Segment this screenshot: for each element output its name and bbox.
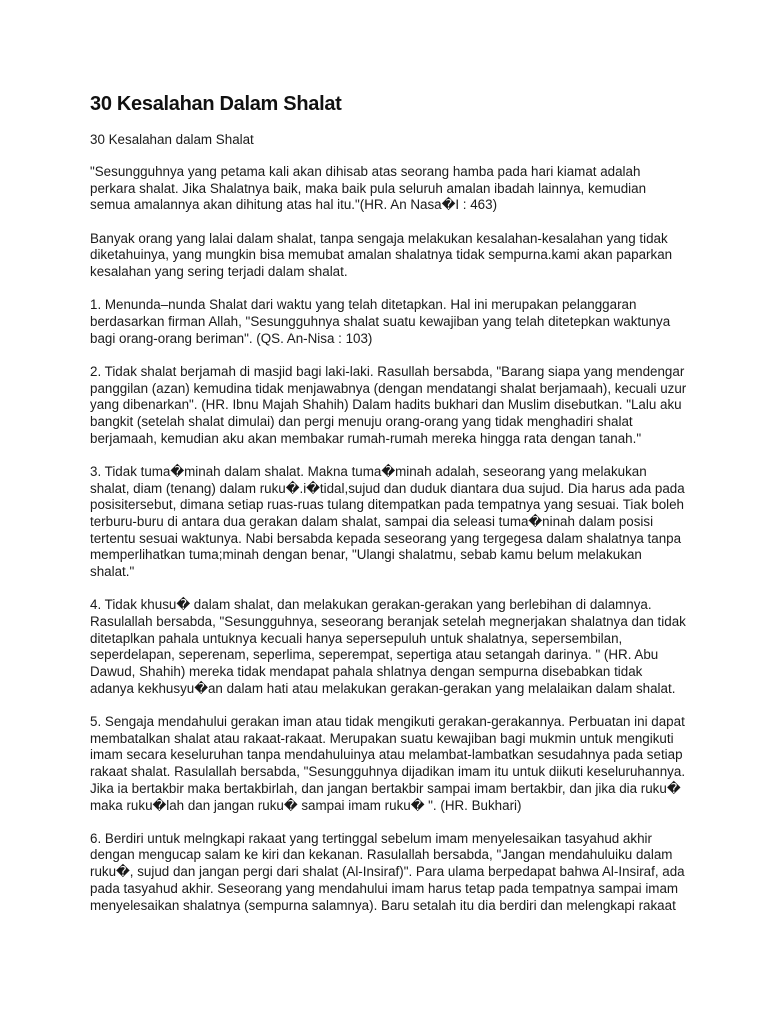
text-line: 2. Tidak shalat berjamah di masjid bagi laki-laki. Rasullah bersabda, "Barang siapa yang mendengar bbox=[90, 363, 685, 379]
text-line: posisitersebut, dimana setiap ruas-ruas tulang ditempatkan pada tempatnya yang sesuai. Tiak boleh bbox=[90, 497, 685, 513]
text-line: pada tasyahud akhir. Seseorang yang mendahului imam harus tetap pada tempatnya sampai imam bbox=[90, 880, 679, 896]
paragraph bbox=[90, 364, 690, 448]
paragraph bbox=[90, 597, 690, 697]
text-line: bangkit (setelah shalat dimulai) dan pergi menuju orang-orang yang tidak menghadiri shalat bbox=[90, 413, 633, 429]
text-line: memperlihatkan tuma;minah dengan benar, "Ulangi shalatmu, sebab kamu belum melakukan bbox=[90, 547, 642, 563]
text-line: maka ruku�lah dan jangan ruku� sampai imam ruku� ". (HR. Bukhari) bbox=[90, 797, 522, 813]
text-line: 5. Sengaja mendahului gerakan iman atau tidak mengikuti gerakan-gerakannya. Perbuatan ini dapat bbox=[90, 713, 685, 729]
paragraph bbox=[90, 831, 690, 915]
text-line: diketahuinya, yang mungkin bisa memubat amalan shalatnya tidak sempurna.kami akan paparkan bbox=[90, 247, 673, 263]
text-line: 1. Menunda–nunda Shalat dari waktu yang telah ditetapkan. Hal ini merupakan pelanggaran bbox=[90, 297, 637, 313]
text-line: bagi orang-orang beriman". (QS. An-Nisa : 103) bbox=[90, 330, 373, 346]
paragraph bbox=[90, 297, 690, 347]
paragraph bbox=[90, 464, 690, 581]
text-line: Jika ia bertakbir maka bertakbirlah, dan jangan bertakbir sampai imam bertakbir, dan jika dia ruku� bbox=[90, 780, 681, 796]
text-line: "Sesungguhnya yang petama kali akan dihisab atas seorang hamba pada hari kiamat adalah bbox=[90, 164, 641, 179]
text-line: shalat, diam (tenang) dalam ruku�.i�tidal,sujud dan duduk diantara dua sujud. Dia harus ada pada bbox=[90, 480, 685, 496]
text-line: ditetaplkan pahala untuknya kecuali hanya sepersepuluh untuk shalatnya, sepersembilan, bbox=[90, 630, 623, 646]
page-subtitle: 30 Kesalahan dalam Shalat bbox=[90, 132, 254, 147]
page-title: 30 Kesalahan Dalam Shalat bbox=[90, 93, 342, 115]
text-line: dengan mengucap salam ke kiri dan kekanan. Rasulallah bersabda, "Jangan mendahuluiku dalam bbox=[90, 847, 673, 863]
text-line: 3. Tidak tuma�minah dalam shalat. Makna tuma�minah adalah, seseorang yang melakukan bbox=[90, 463, 647, 479]
text-line: adanya kekhusyu�an dalam hati atau melakukan gerakan-gerakan yang melalaikan dalam shalat. bbox=[90, 680, 676, 696]
text-line: yang dibenarkan". (HR. Ibnu Majah Shahih) Dalam hadits bukhari dan Muslim disebutkan. "Lalu aku bbox=[90, 397, 682, 413]
paragraph bbox=[90, 164, 690, 214]
paragraph bbox=[90, 231, 690, 281]
text-line: semua amalannya akan dihitung atas hal itu."(HR. An Nasa�I : 463) bbox=[90, 197, 498, 213]
text-line: berjamaah, kemudian aku akan membakar rumah-rumah mereka hingga rata dengan tanah." bbox=[90, 430, 642, 446]
text-line: tertentu sesuai waktunya. Nabi bersabda kepada seseorang yang tergegesa dalam shalatnya tanpa bbox=[90, 530, 682, 546]
text-line: Banyak orang yang lalai dalam shalat, tanpa sengaja melakukan kesalahan-kesalahan yang tidak bbox=[90, 230, 668, 246]
text-line: terburu-buru di antara dua gerakan dalam shalat, sampai dia seleasi tuma�ninah dalam posisi bbox=[90, 513, 654, 529]
text-line: berdasarkan firman Allah, "Sesungguhnya shalat suatu kewajiban yang telah ditetepkan waktunya bbox=[90, 313, 671, 329]
paragraph bbox=[90, 714, 690, 814]
text-line: membatalkan shalat atau rakaat-rakaat. Merupakan suatu kewajiban bagi mukmin untuk mengikuti bbox=[90, 730, 674, 746]
document-page bbox=[90, 92, 690, 931]
text-line: menyelesaikan shalatnya (sempurna salamnya). Baru setalah itu dia berdiri dan melengkapi rakaat bbox=[90, 897, 676, 913]
text-line: kesalahan yang sering terjadi dalam shalat. bbox=[90, 264, 348, 280]
text-line: Dawud, Shahih) mereka tidak mendapat pahala shlatnya dengan sempurna disebabkan tidak bbox=[90, 664, 643, 680]
text-line: shalat." bbox=[90, 564, 135, 580]
text-line: seperdelapan, seperenam, seperlima, seperempat, sepertiga atau setangah darinya. " (HR. Abu bbox=[90, 647, 659, 663]
text-line: imam secara keseluruhan tanpa mendahuluinya atau melambat-lambatkan sesudahnya pada setiap bbox=[90, 747, 683, 763]
text-line: ruku�, sujud dan jangan pergi dari shalat (Al-Insiraf)". Para ulama berpedapat bahwa Al-Insiraf, ada bbox=[90, 864, 685, 880]
text-line: panggilan (azan) kemudina tidak menjawabnya (dengan mendatangi shalat berjamaah), kecuali uzur bbox=[90, 380, 687, 396]
text-line: 4. Tidak khusu� dalam shalat, dan melakukan gerakan-gerakan yang berlebihan di dalamnya. bbox=[90, 597, 652, 613]
text-line: Rasulallah bersabda, "Sesungguhnya, seseorang beranjak setelah megnerjakan shalatnya dan tidak bbox=[90, 613, 686, 629]
text-line: 6. Berdiri untuk melngkapi rakaat yang tertinggal sebelum imam menyelesaikan tasyahud akhir bbox=[90, 830, 652, 846]
text-line: perkara shalat. Jika Shalatnya baik, maka baik pula seluruh amalan ibadah lainnya, kemudian bbox=[90, 180, 647, 196]
text-line: rakaat shalat. Rasulallah bersabda, "Sesungguhnya dijadikan imam itu untuk diikuti keseluruhannya. bbox=[90, 764, 686, 780]
document-body bbox=[90, 164, 690, 914]
